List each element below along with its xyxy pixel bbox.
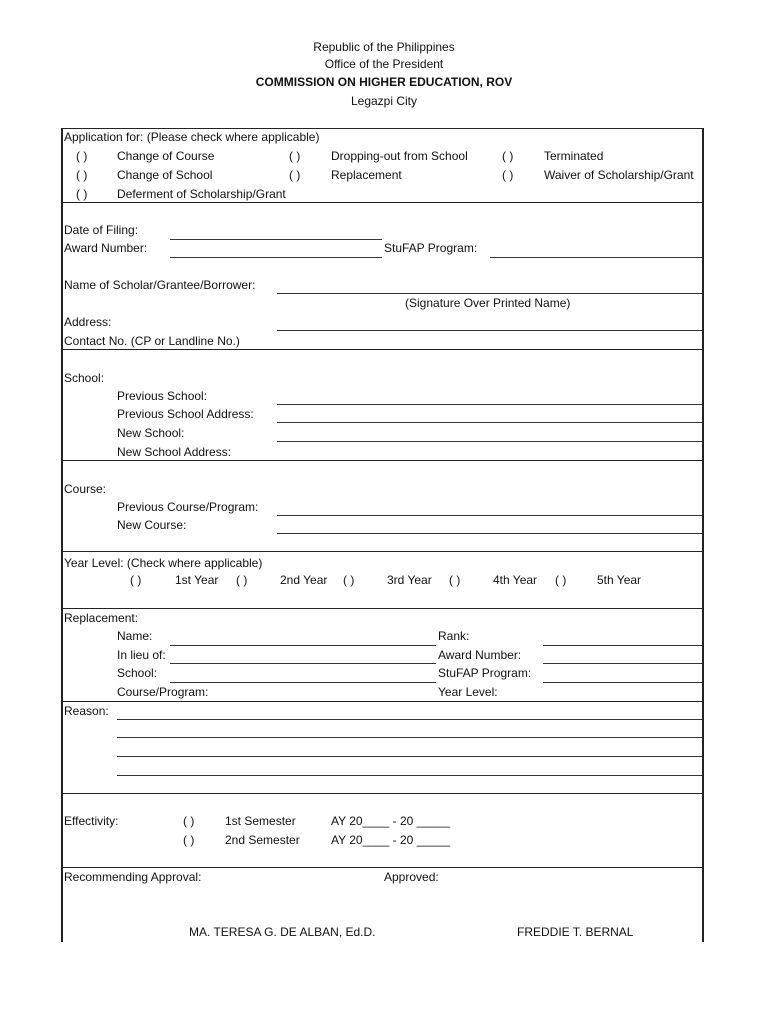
rank-field[interactable] [543, 645, 702, 646]
header-line-2: Office of the President [324, 57, 444, 71]
year-level-title: Year Level: (Check where applicable) [64, 556, 263, 570]
new-school-address-label: New School Address: [117, 445, 232, 459]
recommending-approval-label: Recommending Approval: [64, 870, 202, 884]
rank-label: Rank: [438, 629, 470, 643]
option-waiver: Waiver of Scholarship/Grant [544, 168, 694, 182]
option-change-of-course: Change of Course [117, 149, 215, 163]
application-title: Application for: (Please check where applicable) [64, 130, 320, 144]
ay-1st-semester[interactable]: AY 20____ - 20 _____ [331, 814, 450, 828]
divider-replacement [62, 701, 704, 702]
checkbox-4th-year[interactable]: ( ) [449, 573, 461, 587]
award-number-label: Award Number: [64, 241, 148, 255]
effectivity-label: Effectivity: [64, 814, 119, 828]
previous-school-field[interactable] [277, 404, 702, 405]
header-line-1: Republic of the Philippines [313, 40, 455, 54]
header-agency: COMMISSION ON HIGHER EDUCATION, ROV [255, 75, 513, 89]
header-city: Legazpi City [350, 94, 418, 108]
previous-school-label: Previous School: [117, 389, 208, 403]
replacement-stufap-label: StuFAP Program: [438, 666, 532, 680]
divider-application [62, 202, 704, 203]
new-course-label: New Course: [117, 518, 187, 532]
ay-2nd-semester[interactable]: AY 20____ - 20 _____ [331, 833, 450, 847]
option-2nd-year: 2nd Year [280, 573, 328, 587]
checkbox-terminated[interactable]: ( ) [502, 149, 514, 163]
option-change-of-school: Change of School [117, 168, 213, 182]
checkbox-1st-year[interactable]: ( ) [130, 573, 142, 587]
replacement-school-field[interactable] [170, 682, 436, 683]
signatory-recommending: MA. TERESA G. DE ALBAN, Ed.D. [189, 925, 376, 939]
divider-filing [62, 349, 704, 350]
checkbox-1st-semester[interactable]: ( ) [183, 814, 195, 828]
stufap-program-label: StuFAP Program: [384, 241, 478, 255]
form-left-border [61, 128, 63, 942]
checkbox-2nd-semester[interactable]: ( ) [183, 833, 195, 847]
replacement-stufap-field[interactable] [543, 682, 702, 683]
divider-school [62, 460, 704, 461]
checkbox-3rd-year[interactable]: ( ) [343, 573, 355, 587]
divider-effectivity [62, 867, 704, 868]
checkbox-change-of-course[interactable]: ( ) [76, 149, 88, 163]
option-3rd-year: 3rd Year [387, 573, 432, 587]
form-right-border [702, 128, 704, 942]
reason-line-1[interactable] [117, 719, 702, 720]
option-4th-year: 4th Year [493, 573, 538, 587]
form-top-border [62, 128, 704, 129]
date-of-filing-field[interactable] [170, 239, 382, 240]
address-field[interactable] [277, 330, 702, 331]
option-1st-year: 1st Year [175, 573, 219, 587]
previous-course-field[interactable] [277, 515, 702, 516]
checkbox-replacement[interactable]: ( ) [289, 168, 301, 182]
option-replacement: Replacement [331, 168, 402, 182]
checkbox-deferment[interactable]: ( ) [76, 187, 88, 201]
course-section-title: Course: [64, 482, 107, 496]
new-school-label: New School: [117, 426, 185, 440]
checkbox-2nd-year[interactable]: ( ) [236, 573, 248, 587]
date-of-filing-label: Date of Filing: [64, 223, 139, 237]
previous-school-address-field[interactable] [277, 422, 702, 423]
reason-line-3[interactable] [117, 756, 702, 757]
checkbox-5th-year[interactable]: ( ) [555, 573, 567, 587]
reason-label: Reason: [64, 704, 109, 718]
replacement-name-label: Name: [117, 629, 153, 643]
divider-reason [62, 793, 704, 794]
replacement-name-field[interactable] [170, 645, 436, 646]
checkbox-dropping-out[interactable]: ( ) [289, 149, 301, 163]
checkbox-change-of-school[interactable]: ( ) [76, 168, 88, 182]
new-school-field[interactable] [277, 441, 702, 442]
approved-label: Approved: [384, 870, 439, 884]
option-deferment: Deferment of Scholarship/Grant [117, 187, 286, 201]
option-terminated: Terminated [544, 149, 604, 163]
replacement-course-label: Course/Program: [117, 685, 209, 699]
option-2nd-semester: 2nd Semester [225, 833, 300, 847]
replacement-year-label: Year Level: [438, 685, 498, 699]
checkbox-waiver[interactable]: ( ) [502, 168, 514, 182]
divider-course [62, 551, 704, 552]
stufap-program-field[interactable] [490, 257, 702, 258]
signatory-approved: FREDDIE T. BERNAL [517, 925, 634, 939]
option-dropping-out: Dropping-out from School [331, 149, 468, 163]
replacement-award-field[interactable] [543, 663, 702, 664]
reason-line-2[interactable] [117, 737, 702, 738]
school-section-title: School: [64, 371, 105, 385]
divider-year [62, 608, 704, 609]
address-label: Address: [64, 315, 112, 329]
option-5th-year: 5th Year [597, 573, 642, 587]
replacement-award-label: Award Number: [438, 648, 522, 662]
replacement-school-label: School: [117, 666, 158, 680]
signature-note: (Signature Over Printed Name) [405, 296, 571, 310]
option-1st-semester: 1st Semester [225, 814, 296, 828]
previous-school-address-label: Previous School Address: [117, 407, 254, 421]
in-lieu-of-label: In lieu of: [117, 648, 166, 662]
scholar-name-field[interactable] [277, 293, 702, 294]
previous-course-label: Previous Course/Program: [117, 500, 259, 514]
award-number-field[interactable] [170, 257, 382, 258]
contact-label: Contact No. (CP or Landline No.) [64, 334, 240, 348]
reason-line-4[interactable] [117, 775, 702, 776]
replacement-title: Replacement: [64, 611, 139, 625]
scholar-name-label: Name of Scholar/Grantee/Borrower: [64, 278, 256, 292]
in-lieu-of-field[interactable] [170, 663, 436, 664]
new-course-field[interactable] [277, 533, 702, 534]
